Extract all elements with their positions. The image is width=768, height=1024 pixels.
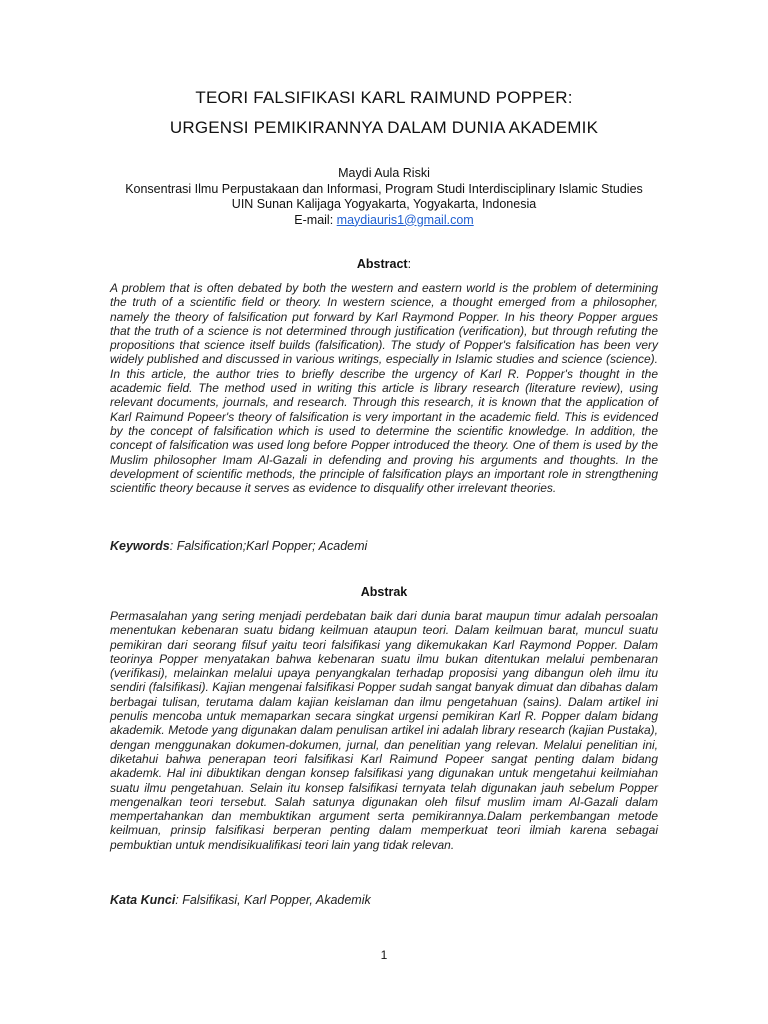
email-line xyxy=(0,213,768,229)
keywords-label: Keywords xyxy=(110,539,170,553)
kata-kunci-label: Kata Kunci xyxy=(110,893,176,907)
keywords-line xyxy=(110,539,658,553)
abstract-heading-label: Abstract xyxy=(356,257,408,271)
kata-kunci-text: : Falsifikasi, Karl Popper, Akademik xyxy=(175,893,371,907)
kata-kunci-line xyxy=(110,893,658,907)
author-name: Maydi Aula Riski xyxy=(338,166,430,180)
affiliation-line-2: UIN Sunan Kalijaga Yogyakarta, Yogyakarta, Indonesia xyxy=(231,197,537,211)
email-label: E-mail: xyxy=(294,212,337,227)
abstract-heading xyxy=(0,257,768,271)
author-block xyxy=(0,166,768,228)
paper-title-line-2: URGENSI PEMIKIRANNYA DALAM DUNIA AKADEMIK xyxy=(169,118,599,137)
abstrak-paragraph: Permasalahan yang sering menjadi perdebatan baik dari dunia barat maupun timur adalah persoalan menentukan kebenaran suatu bidang keilmuan ataupun teori. Dalam keilmuan barat, muncul suatu pemikiran dari seorang filsuf yaitu teori falsifikasi yang dikemukakan Karl Raymond Popper. Dalam teorinya Popper menyatakan bahwa kebenaran suatu ilmu bukan ditentukan melalui pembenaran (verifikasi), melainkan melalui upaya penyangkalan terhadap proposisi yang dibangun oleh ilmu itu sendiri (falsifikasi). Kajian mengenai falsifikasi Popper sudah sangat banyak dimuat dan dibahas dalam berbagai tulisan, terutama dalam kajian keislaman dan ilmu pengetahuan (sains). Dalam artikel ini penulis mencoba untuk memaparkan secara singkat urgensi pemikiran Karl R. Popper dalam bidang akademik. Metode yang digunakan dalam penulisan artikel ini adalah library research (kajian Pustaka), dengan menggunakan dokumen-dokumen, jurnal, dan penelitian yang relevan. Melalui penelitian ini, diketahui bahwa penerapan teori falsifikasi Karl Raimund Popeer sangat penting dalam bidang akademk. Hal ini dibuktikan dengan konsep falsifikasi yang digunakan untuk mengetahui keilmiahan suatu ilmu pengetahuan. Selain itu konsep falsifikasi ternyata telah digunakan jauh sebelum Popper mengenalkan teori tersebut. Salah satunya digunakan oleh filsuf muslim imam Al-Gazali dalam mempertahankan dan membuktikan argument serta pemikirannya.Dalam perkembangan metode keilmuan, prinsip falsifikasi berperan penting dalam memperkuat teori ilmiah karena sebagai pembuktian untuk mendisikualifikasi teori lain yang tidak relevan. xyxy=(110,609,658,852)
abstract-paragraph: A problem that is often debated by both the western and eastern world is the problem of determining the truth of a scientific field or theory. In western science, a thought emerged from a philosopher, namely the theory of falsification put forward by Karl Raymond Popper. In his theory Popper argues that the truth of a science is not determined through justification (verification), but through refuting the propositions that science itself builds (falsification). The study of Popper's falsification has been very widely published and discussed in various writings, especially in Islamic studies and science (science). In this article, the author tries to briefly describe the urgency of Karl R. Popper's thought in the academic field. The method used in writing this article is library research (literature review), using relevant documents, journals, and research. Through this research, it is known that the application of Karl Raimund Popeer's theory of falsification is very important in the academic field. This is evidenced by the concept of falsification which is used to determine the scientific knowledge. In addition, the concept of falsification was used long before Popper introduced the theory. One of them is used by the Muslim philosopher Imam Al-Gazali in defending and proving his arguments and thoughts. In the development of scientific methods, the principle of falsification plays an important role in strengthening scientific theory because it serves as evidence to disqualify other irrelevant theories. xyxy=(110,281,658,496)
keywords-text: : Falsification;Karl Popper; Academi xyxy=(169,539,368,553)
email-link[interactable]: maydiauris1@gmail.com xyxy=(336,212,474,227)
abstract-heading-colon: : xyxy=(407,257,412,271)
abstrak-heading: Abstrak xyxy=(360,585,408,599)
affiliation-line-1: Konsentrasi Ilmu Perpustakaan dan Informasi, Program Studi Interdisciplinary Islamic Studies xyxy=(125,181,643,196)
paper-title-line-1: TEORI FALSIFIKASI KARL RAIMUND POPPER: xyxy=(195,88,573,107)
page-number: 1 xyxy=(380,948,388,962)
